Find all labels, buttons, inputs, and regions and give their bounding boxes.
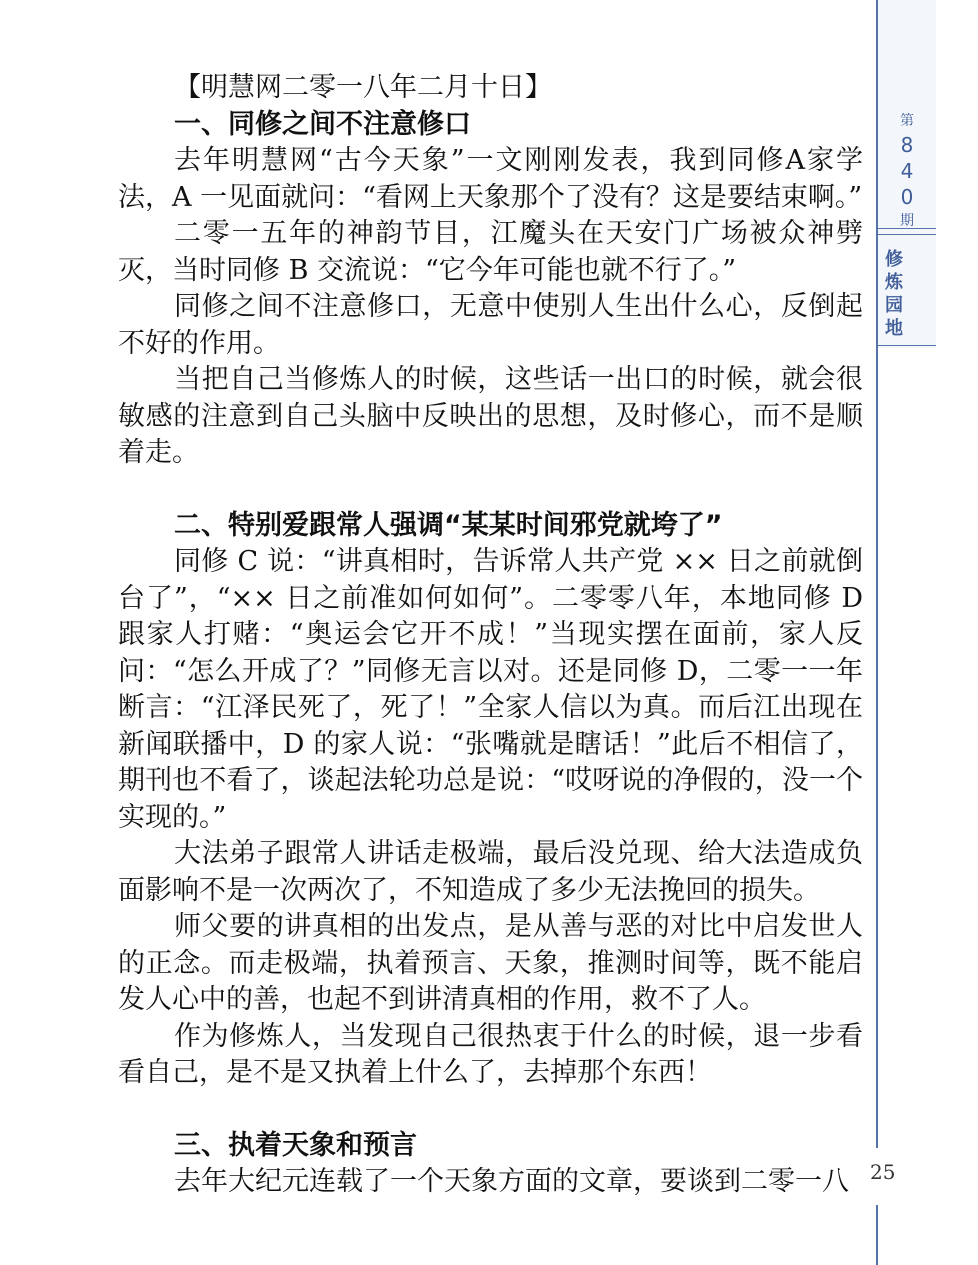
section-heading: 三、执着天象和预言 bbox=[174, 1129, 417, 1161]
sidebar-tab bbox=[876, 0, 936, 348]
paragraph: 二零一五年的神韵节目，江魔头在天安门广场被众神劈灭，当时同修 B 交流说：“它今年可能也就不行了。” bbox=[118, 218, 863, 286]
paragraph: 作为修炼人，当发现自己很热衷于什么的时候，退一步看看自己，是不是又执着上什么了，去掉那个东西！ bbox=[118, 1020, 863, 1088]
issue-digit: 8 bbox=[900, 133, 914, 157]
sidebar-bottom-rule bbox=[878, 345, 936, 346]
sidebar-divider bbox=[878, 228, 936, 229]
paragraph: 师父要的讲真相的出发点，是从善与恶的对比中启发世人的正念。而走极端，执着预言、天象，推测时间等，既不能启发人心中的善，也起不到讲清真相的作用，救不了人。 bbox=[118, 911, 863, 1015]
dateline: 【明慧网二零一八年二月十日】 bbox=[174, 72, 552, 103]
issue-suffix: 期 bbox=[900, 213, 914, 229]
paragraph: 同修之间不注意修口，无意中使别人生出什么心，反倒起不好的作用。 bbox=[118, 291, 863, 359]
paragraph: 大法弟子跟常人讲话走极端，最后没兑现、给大法造成负面影响不是一次两次了，不知造成了多少无法挽回的损失。 bbox=[118, 838, 863, 906]
margin-rule bbox=[876, 348, 878, 1148]
paragraph: 去年大纪元连载了一个天象方面的文章，要谈到二零一八 bbox=[174, 1166, 849, 1197]
section-char: 地 bbox=[885, 318, 903, 339]
section-heading: 二、特别爱跟常人强调“某某时间邪党就垮了” bbox=[174, 509, 723, 541]
issue-prefix: 第 bbox=[900, 113, 914, 129]
sidebar-divider bbox=[878, 234, 936, 235]
section-name bbox=[878, 248, 910, 340]
issue-digit: 0 bbox=[900, 185, 914, 209]
paragraph: 同修 C 说：“讲真相时，告诉常人共产党 ×× 日之前就倒台了”，“×× 日之前准如何如何”。二零零八年，本地同修 D 跟家人打赌：“奥运会它开不成！”当现实摆在面前，家人反问：“怎么开成了？”同修无言以对。还是同修 D，二零一一年断言：“江泽民死了，死了！”全家人信以为真。而后江出现在新闻联播中，D 的家人说：“张嘴就是瞎话！”此后不相信了，期刊也不看了，谈起法轮功总是说：“哎呀说的净假的，没一个实现的。” bbox=[118, 546, 863, 833]
article-body bbox=[118, 70, 863, 1201]
issue-number bbox=[878, 110, 936, 232]
issue-digit: 4 bbox=[900, 159, 914, 183]
section-gap bbox=[118, 472, 863, 508]
section-gap bbox=[118, 1092, 863, 1128]
section-char: 修 bbox=[885, 249, 903, 270]
page-number: 25 bbox=[870, 1160, 896, 1184]
section-heading: 一、同修之间不注意修口 bbox=[174, 108, 471, 140]
section-char: 炼 bbox=[885, 272, 903, 293]
section-char: 园 bbox=[885, 295, 903, 316]
paragraph: 去年明慧网“古今天象”一文刚刚发表，我到同修A家学法，A 一见面就问：“看网上天象那个了没有？这是要结束啊。” bbox=[118, 145, 863, 213]
margin-rule bbox=[876, 1205, 878, 1265]
paragraph: 当把自己当修炼人的时候，这些话一出口的时候，就会很敏感的注意到自己头脑中反映出的思想，及时修心，而不是顺着走。 bbox=[118, 364, 863, 468]
